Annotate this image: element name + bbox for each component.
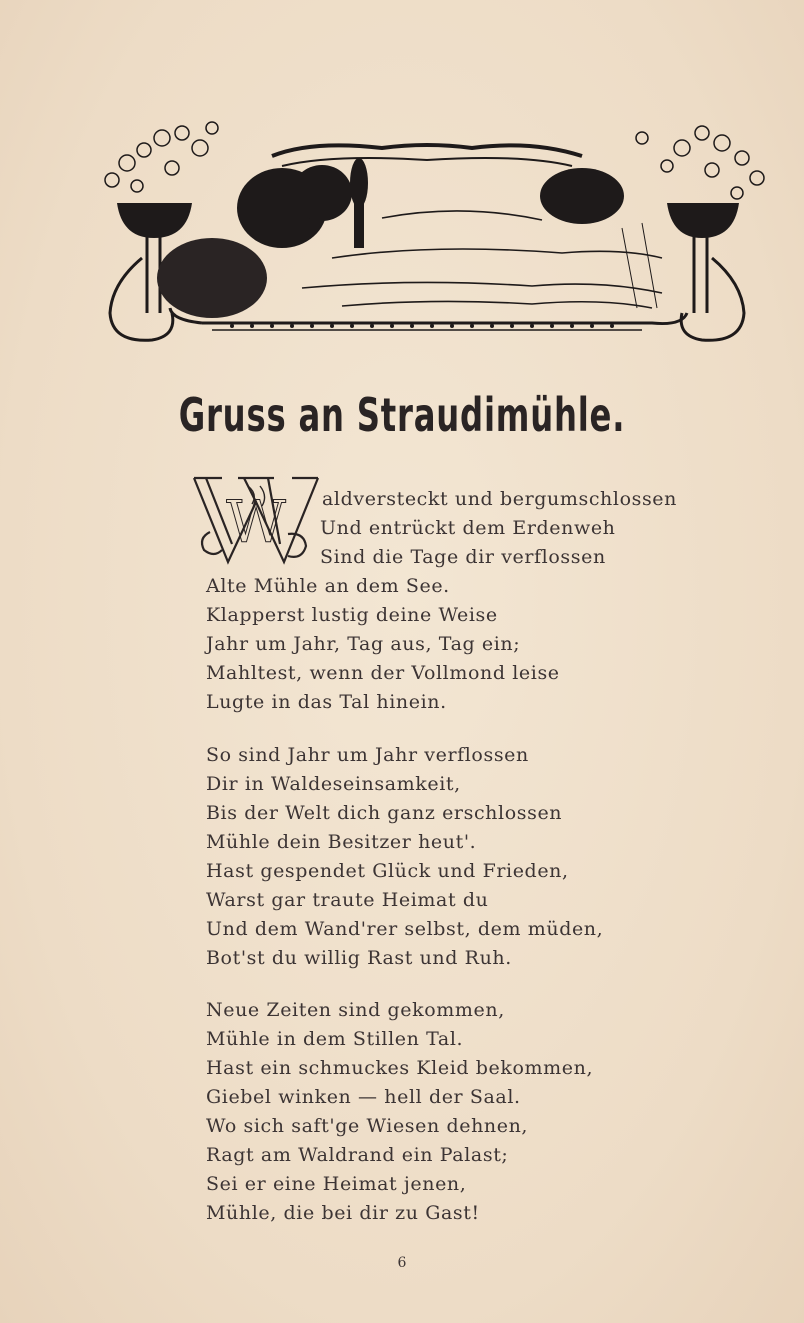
poem-line: Sei er eine Heimat jenen, <box>206 1173 467 1195</box>
poem-line: Bis der Welt dich ganz erschlossen <box>206 802 563 824</box>
poem-line: Hast gespendet Glück und Frieden, <box>206 860 569 882</box>
poem-line: Sind die Tage dir verflossen <box>320 546 606 568</box>
poem-line: Bot'st du willig Rast und Ruh. <box>206 947 512 969</box>
poem-line: Lugte in das Tal hinein. <box>206 691 447 713</box>
poem-line: Mühle in dem Stillen Tal. <box>206 1028 464 1050</box>
poem-line: Und dem Wand'rer selbst, dem müden, <box>206 918 604 940</box>
poem-line: Hast ein schmuckes Kleid bekommen, <box>206 1057 594 1079</box>
dropcap-letter: W <box>226 488 286 556</box>
poem-line: Alte Mühle an dem See. <box>206 575 450 597</box>
poem-line: Warst gar traute Heimat du <box>206 889 489 911</box>
poem-line: Wo sich saft'ge Wiesen dehnen, <box>206 1115 529 1137</box>
poem-line: aldversteckt und bergumschlossen <box>322 488 677 510</box>
poem-title: Gruss an Straudimühle. <box>178 388 626 442</box>
poem-line: Dir in Waldeseinsamkeit, <box>206 773 461 795</box>
poem-line: Neue Zeiten sind gekommen, <box>206 999 505 1021</box>
poem-line: Jahr um Jahr, Tag aus, Tag ein; <box>206 633 521 655</box>
poem-line: Klapperst lustig deine Weise <box>206 604 498 626</box>
poem-line: Mühle, die bei dir zu Gast! <box>206 1202 480 1224</box>
poem-line: Mahltest, wenn der Vollmond leise <box>206 662 560 684</box>
poem-line: Und entrückt dem Erdenweh <box>320 517 616 539</box>
poem-line: Ragt am Waldrand ein Palast; <box>206 1144 509 1166</box>
poem-line: Giebel winken — hell der Saal. <box>206 1086 521 1108</box>
page-number: 6 <box>397 1255 407 1271</box>
ornamental-dropcap-w <box>192 472 320 568</box>
poem-line: Mühle dein Besitzer heut'. <box>206 831 477 853</box>
landscape-vignette-illustration <box>82 108 772 353</box>
poem-line: So sind Jahr um Jahr verflossen <box>206 744 529 766</box>
